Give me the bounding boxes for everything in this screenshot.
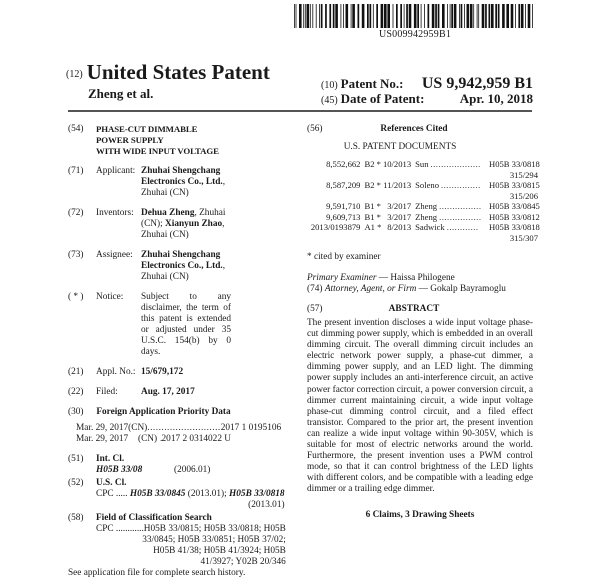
barcode-bar [335,4,338,28]
reference-date: 3/2017 [387,211,412,222]
reference-row [307,159,540,170]
barcode-bar [518,4,520,28]
barcode-bar [362,4,365,28]
patent-number-value: US 9,942,959 B1 [421,75,533,92]
document-type-title: United States Patent [86,60,270,84]
references-table [307,159,540,243]
barcode-bar [491,4,494,28]
priority-heading-field [68,407,231,418]
assignee-location: , Zhuhai (CN) [141,261,226,282]
primary-examiner [307,273,533,284]
priority-date: Mar. 29, 2017 [76,434,129,444]
assignee-label: Assignee: [96,250,133,260]
inid-code: (71) [68,166,84,176]
leader-dots: ................ [439,211,482,222]
barcode-bar [316,4,317,28]
reference-number: 9,609,713 [326,211,361,222]
reference-number: 2013/0193879 [310,222,361,232]
applicant-name: Zhuhai Shengchang Electronics Co., [141,166,221,187]
notice-text: Subject to any disclaimer, the term of this patent is extended or adjusted under 35 U.S.C. 154(b) by 0 days. [141,292,231,357]
inid-code: (57) [307,304,323,314]
cpc-class: H05B 33/0818 [229,489,285,499]
barcode-bar [358,4,360,28]
reference-number: 8,587,209 [326,180,361,190]
barcode-bar [396,4,398,28]
assignee-name-suffix: Ltd. [205,261,223,271]
barcode-bar [406,4,408,28]
search-class-line: 41/3927; Y02B 20/346 [200,557,286,567]
barcode-bar [521,4,524,28]
header-divider [68,110,532,112]
barcode-bar [477,4,478,28]
assignee-name: Zhuhai Shengchang Electronics Co., [141,250,221,271]
priority-heading: Foreign Application Priority Data [96,407,231,417]
inid-code: (52) [68,478,84,488]
barcode-bar [438,4,440,28]
patent-date-value: Apr. 10, 2018 [459,91,533,106]
barcode-bar [393,4,394,28]
leader-dots: .......................... [147,423,221,433]
title-field [68,124,231,157]
barcode-bar [428,4,430,28]
inid-code: (58) [68,513,84,523]
barcode-bar [343,4,344,28]
barcode-bar [404,4,405,28]
reference-date: 3/2017 [387,201,412,211]
barcode-bar [515,4,516,28]
reference-class: H05B 33/0845 [489,201,540,211]
inid-code: (56) [307,124,323,134]
search-class-line: H05B 33/0815; H05B 33/0818; H05B [143,524,286,534]
barcode-bar [421,4,422,28]
bibliographic-left-column [68,124,286,588]
priority-row [68,434,231,445]
barcode-bar [341,4,342,28]
barcode-bar [511,4,514,28]
barcode-bar [321,4,323,28]
filed-date: Aug. 17, 2017 [141,387,195,397]
barcode-bar [424,4,425,28]
applicant-name-suffix: Ltd. [205,177,223,187]
inid-code: (22) [68,387,84,397]
priority-number: 2017 1 0195106 [220,423,282,433]
barcode-bar [532,4,533,28]
first-inventor-line: Zheng et al. [88,86,154,101]
inid-code: (12) [66,69,83,80]
barcode-bar [528,4,531,28]
reference-class: H05B 33/0818 [489,159,540,169]
barcode-bar [506,4,509,28]
inid-code: (45) [321,95,338,106]
cpc-class: H05B 33/0845 [129,489,186,499]
reference-inventor: Sun [415,159,429,169]
barcode-bar [459,4,460,28]
claims-summary: 6 Claims, 3 Drawing Sheets [365,509,475,520]
application-number-field [68,367,231,378]
int-cl-field [68,454,231,476]
reference-kind: B1 * [364,201,381,211]
barcode-bar [409,4,412,28]
barcode-bar [525,4,526,28]
barcode-bar [329,4,331,28]
barcode-bar [303,4,304,28]
inid-code: ( * ) [68,292,84,302]
cpc-version: (2013.01) [248,500,285,510]
priority-country: (CN) [138,434,158,444]
barcode-bar [384,4,387,28]
barcode-bar [435,4,437,28]
inid-code: (54) [68,124,84,134]
barcode-bar [489,4,491,28]
barcode-bar [376,4,378,28]
barcode-bar [470,4,473,28]
barcode-number: US009942959B1 [378,29,452,40]
reference-kind: B2 * [364,180,381,190]
reference-row [307,201,540,212]
invention-title-line: WITH WIDE INPUT VOLTAGE [96,146,219,156]
priority-number: 2017 2 0314022 U [161,434,231,444]
leader-dots: ............ [446,222,479,232]
attorney [307,284,533,295]
barcode-bar [467,4,470,28]
barcode-bar [464,4,465,28]
barcode-bar [370,4,372,28]
applicant-field [68,166,231,199]
reference-inventor: Sadwick [415,222,445,232]
field-of-search [68,513,286,579]
abstract-text: The present invention discloses a wide input voltage phase-cut dimming power supply, which is embedded in an overall dimming circuit. The overall dimming circuit includes an electric network power supply, a phase-cut dimmer, a dimming power supply, and an LED light. The dimming power supply includes an anti-interference circuit, an active power factor correction circuit, a power conversion circuit, a dimmer current maintaining circuit, a wide input voltage phase-cut dimming control circuit, and a filed effect transistor. Compared to the prior art, the present invention can realize a wide input voltage within 90-305V, which is suitable for most of electric networks around the world. Furthermore, the present invention uses a PWM control mode, so that it can control brightness of the LED lights with different colors, and be compatible with a leading edge dimmer or a trailing edge dimmer. [307,318,533,495]
barcode-bar [447,4,448,28]
inid-code: (21) [68,367,84,377]
reference-class: H05B 33/0812 [489,211,540,222]
barcode-bar [351,4,352,28]
reference-row [307,211,540,223]
cited-by-examiner-note: * cited by examiner [307,252,381,262]
assignee-field [68,250,231,283]
barcode-bar [498,4,500,28]
barcode-bar [352,4,355,28]
us-cl-label: U.S. Cl. [96,478,127,488]
reference-class: H05B 33/0815 [489,180,540,190]
barcode-bar [296,4,297,28]
barcode-bar [442,4,445,28]
inid-code: (51) [68,454,84,464]
patent-number-row [321,75,533,91]
int-cl-class: H05B 33/08 [96,465,143,475]
barcode-bar [299,4,302,28]
invention-title-line: PHASE-CUT DIMMABLE POWER SUPPLY [96,124,198,145]
barcode-bar [294,4,295,28]
barcode-bar [400,4,402,28]
applicant-location: , Zhuhai (CN) [141,177,226,198]
dash-separator: — [416,284,431,294]
barcode-bar [387,4,390,28]
document-type-heading [66,60,270,85]
barcode-bar [485,4,487,28]
reference-subclass: 315/206 [509,190,538,201]
leader-dots: ............... [441,180,481,190]
priority-list [68,423,282,445]
search-class-line: H05B 41/38; H05B 41/3924; H05B [153,546,286,556]
barcode-bar [346,4,349,28]
int-cl-version: (2006.01) [174,465,211,475]
us-patent-documents-heading: U.S. PATENT DOCUMENTS [343,142,457,152]
application-number-label: Appl. No.: [96,367,136,377]
reference-inventor: Zheng [415,201,438,211]
barcode-bar [319,4,320,28]
barcode-bar [333,4,335,28]
leader-dots: ................ [439,201,482,211]
references-heading-row [307,124,533,135]
barcode-bar [478,4,479,28]
reference-class: H05B 33/0818 [489,222,540,232]
inid-code: (30) [68,407,84,417]
reference-kind: B2 * [364,159,381,169]
patent-identification [321,75,533,107]
dash-separator: — [376,273,391,283]
inventor-location: , Zhuhai (CN) [141,219,225,240]
patent-date-label: Date of Patent: [340,91,425,106]
reference-kind: B1 * [364,211,381,222]
inventors-field [68,208,231,241]
barcode-bar [473,4,474,28]
reference-number: 9,591,710 [326,201,361,211]
priority-row [68,423,282,434]
inid-code: (72) [68,208,84,218]
notice-label: Notice: [96,292,124,302]
us-cl-field [68,478,285,511]
inid-code: (73) [68,250,84,260]
abstract-heading: ABSTRACT [388,304,440,314]
barcode-bar [381,4,384,28]
barcode-bar [461,4,463,28]
cpc-prefix: CPC ..... [96,489,128,499]
reference-date: 8/2013 [387,222,412,232]
barcode-bar [432,4,435,28]
inventor-name: Xianyun [165,219,200,229]
primary-examiner-name: Haissa Philogene [390,273,455,283]
primary-examiner-label: Primary Examiner [307,273,377,283]
reference-inventor: Zheng [415,211,438,222]
search-class-line: 33/0845; H05B 33/0851; H05B 37/02; [142,535,286,545]
reference-inventor: Soleno [415,180,439,190]
int-cl-label: Int. Cl. [96,454,125,464]
barcode-bar [310,4,311,28]
patent-date-row [321,91,533,107]
search-history-note: See application file for complete search history. [68,568,246,578]
reference-kind: A1 * [364,222,382,232]
application-number-value: 15/679,172 [141,367,184,377]
attorney-label: Attorney, Agent, or Firm [324,284,417,294]
reference-subclass: 315/294 [509,169,538,180]
cpc-prefix: CPC ............ [96,524,144,534]
notice-field [68,292,231,358]
reference-date: 10/2013 [382,159,412,169]
cpc-version: (2013.01); [187,489,227,499]
patent-number-label: Patent No.: [340,76,404,91]
inventor-name-cont: Zhao [201,219,223,229]
filed-field [68,387,231,398]
filed-label: Filed: [96,387,118,397]
reference-subclass: 315/307 [509,232,538,243]
barcode-bar [373,4,374,28]
field-of-search-label: Field of Classification Search [96,513,212,523]
barcode-bar [305,4,306,28]
reference-date: 11/2013 [383,180,412,190]
abstract-heading-row [307,304,533,315]
barcode [294,4,534,28]
leader-dots: ................... [430,159,481,169]
priority-country: (CN) [128,423,148,433]
barcode-bar [312,4,313,28]
priority-date: Mar. 29, 2017 [76,423,129,433]
barcode-bar [367,4,369,28]
barcode-bar [307,4,310,28]
barcode-bar [454,4,457,28]
barcode-bar [482,4,485,28]
inid-code: (10) [321,80,338,91]
inid-code: (74) [307,284,323,294]
inventor-location: , Zhuhai (CN); [141,208,226,229]
barcode-bar [502,4,505,28]
inventor-name: Dehua Zheng [141,208,195,218]
barcode-bar [417,4,419,28]
bibliographic-right-column [307,124,540,521]
reference-row [307,180,540,191]
barcode-bar [495,4,497,28]
barcode-bar [451,4,453,28]
references-heading: References Cited [380,124,448,134]
barcode-bar [450,4,451,28]
reference-row [307,222,540,233]
inventors-label: Inventors: [96,208,134,218]
barcode-bar [414,4,417,28]
applicant-label: Applicant: [96,166,136,176]
barcode-bar [325,4,327,28]
attorney-name: Gokalp Bayramoglu [430,284,506,294]
reference-number: 8,552,662 [326,159,361,169]
